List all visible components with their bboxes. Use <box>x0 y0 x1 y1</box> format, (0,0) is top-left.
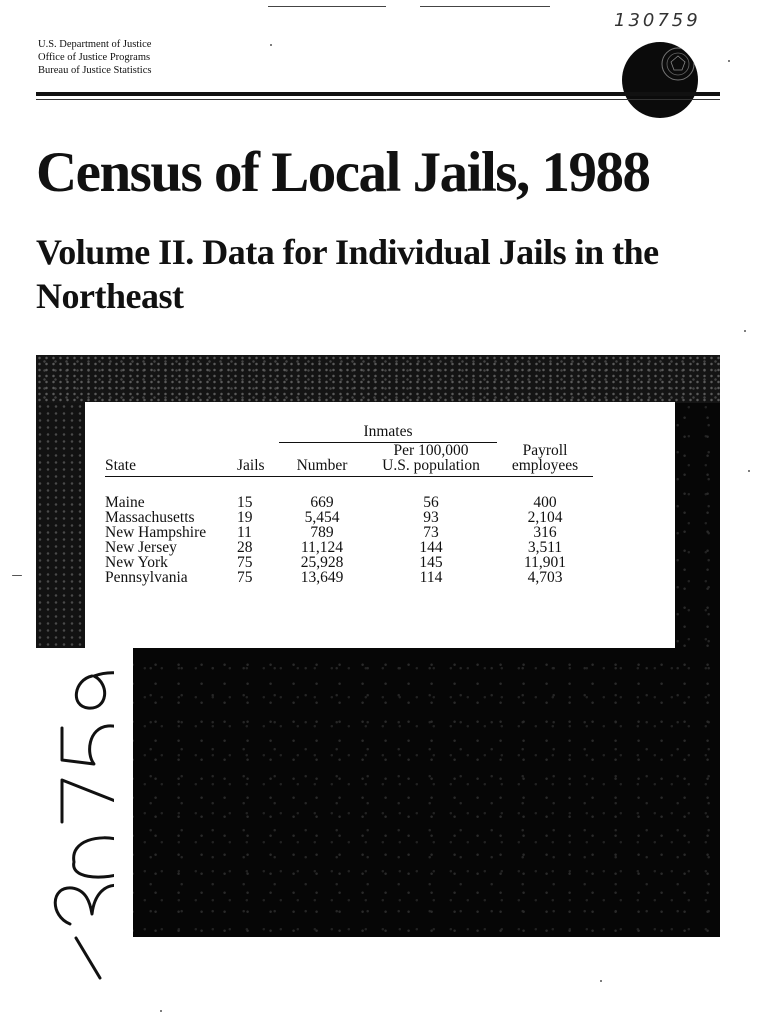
cell-payroll: 316 <box>533 524 557 541</box>
table-row <box>105 570 593 585</box>
scan-speck <box>600 980 602 982</box>
scan-speck <box>12 575 22 576</box>
cell-jails: 15 <box>237 494 253 511</box>
corner-annotation: 130759 <box>614 10 701 31</box>
table-row <box>105 555 593 570</box>
cell-state: New York <box>105 554 168 571</box>
cell-payroll: 11,901 <box>523 554 567 571</box>
cell-state: Pennsylvania <box>105 569 188 586</box>
table-body <box>105 495 593 585</box>
cell-number: 789 <box>310 524 334 541</box>
col-number: Number <box>279 443 365 477</box>
panel-texture-top <box>36 355 720 403</box>
cell-number: 669 <box>310 494 334 511</box>
cell-number: 13,649 <box>300 569 344 586</box>
cell-number: 25,928 <box>300 554 344 571</box>
cell-jails: 75 <box>237 554 253 571</box>
col-payroll-line2: employees <box>511 457 579 474</box>
agency-line-bureau: Bureau of Justice Statistics <box>38 65 152 76</box>
col-per-100000-line1: Per 100,000 <box>393 442 469 459</box>
cell-per-100000: 93 <box>423 509 439 526</box>
inmates-group-header: Inmates <box>279 424 497 443</box>
report-title: Census of Local Jails, 1988 <box>36 141 650 204</box>
cell-state: New Jersey <box>105 539 177 556</box>
header-rule <box>36 92 720 96</box>
cell-per-100000: 144 <box>419 539 443 556</box>
cell-per-100000: 56 <box>423 494 439 511</box>
col-per-100000 <box>365 443 497 477</box>
cell-number: 11,124 <box>300 539 344 556</box>
cell-jails: 19 <box>237 509 253 526</box>
jails-summary-table <box>105 424 593 585</box>
header-rule-thin <box>36 99 720 100</box>
scan-speck <box>160 1010 162 1012</box>
table-row <box>105 495 593 510</box>
agency-line-department: U.S. Department of Justice <box>38 39 152 50</box>
table-row <box>105 525 593 540</box>
cell-jails: 28 <box>237 539 253 556</box>
cell-per-100000: 73 <box>423 524 439 541</box>
col-payroll <box>497 443 593 477</box>
agency-line-office: Office of Justice Programs <box>38 52 151 63</box>
cell-payroll: 400 <box>533 494 557 511</box>
summary-table-box <box>85 402 675 648</box>
agency-block <box>38 38 151 77</box>
scan-speck <box>270 44 272 46</box>
cell-jails: 75 <box>237 569 253 586</box>
cell-payroll: 3,511 <box>527 539 563 556</box>
col-per-100000-line2: U.S. population <box>382 457 480 474</box>
scan-speck <box>744 330 746 332</box>
report-subtitle: Volume II. Data for Individual Jails in the Northeast <box>36 232 659 316</box>
cell-jails: 11 <box>237 524 252 541</box>
cell-state: Maine <box>105 494 145 511</box>
handwritten-accession-number <box>2 656 114 986</box>
cell-number: 5,454 <box>304 509 340 526</box>
cell-state: Massachusetts <box>105 509 195 526</box>
col-jails: Jails <box>237 443 279 477</box>
top-rule-left <box>268 6 386 7</box>
cell-per-100000: 145 <box>419 554 443 571</box>
top-rule-right <box>420 6 550 7</box>
scan-speck <box>748 470 750 472</box>
table-row <box>105 510 593 525</box>
col-payroll-line1: Payroll <box>522 442 568 459</box>
cell-payroll: 2,104 <box>527 509 563 526</box>
cell-state: New Hampshire <box>105 524 207 541</box>
col-state: State <box>105 443 237 477</box>
table-row <box>105 540 593 555</box>
scan-speck <box>728 60 730 62</box>
doj-seal-icon <box>622 42 698 118</box>
cell-per-100000: 114 <box>419 569 443 586</box>
cell-payroll: 4,703 <box>527 569 563 586</box>
panel-texture-left <box>36 403 86 653</box>
